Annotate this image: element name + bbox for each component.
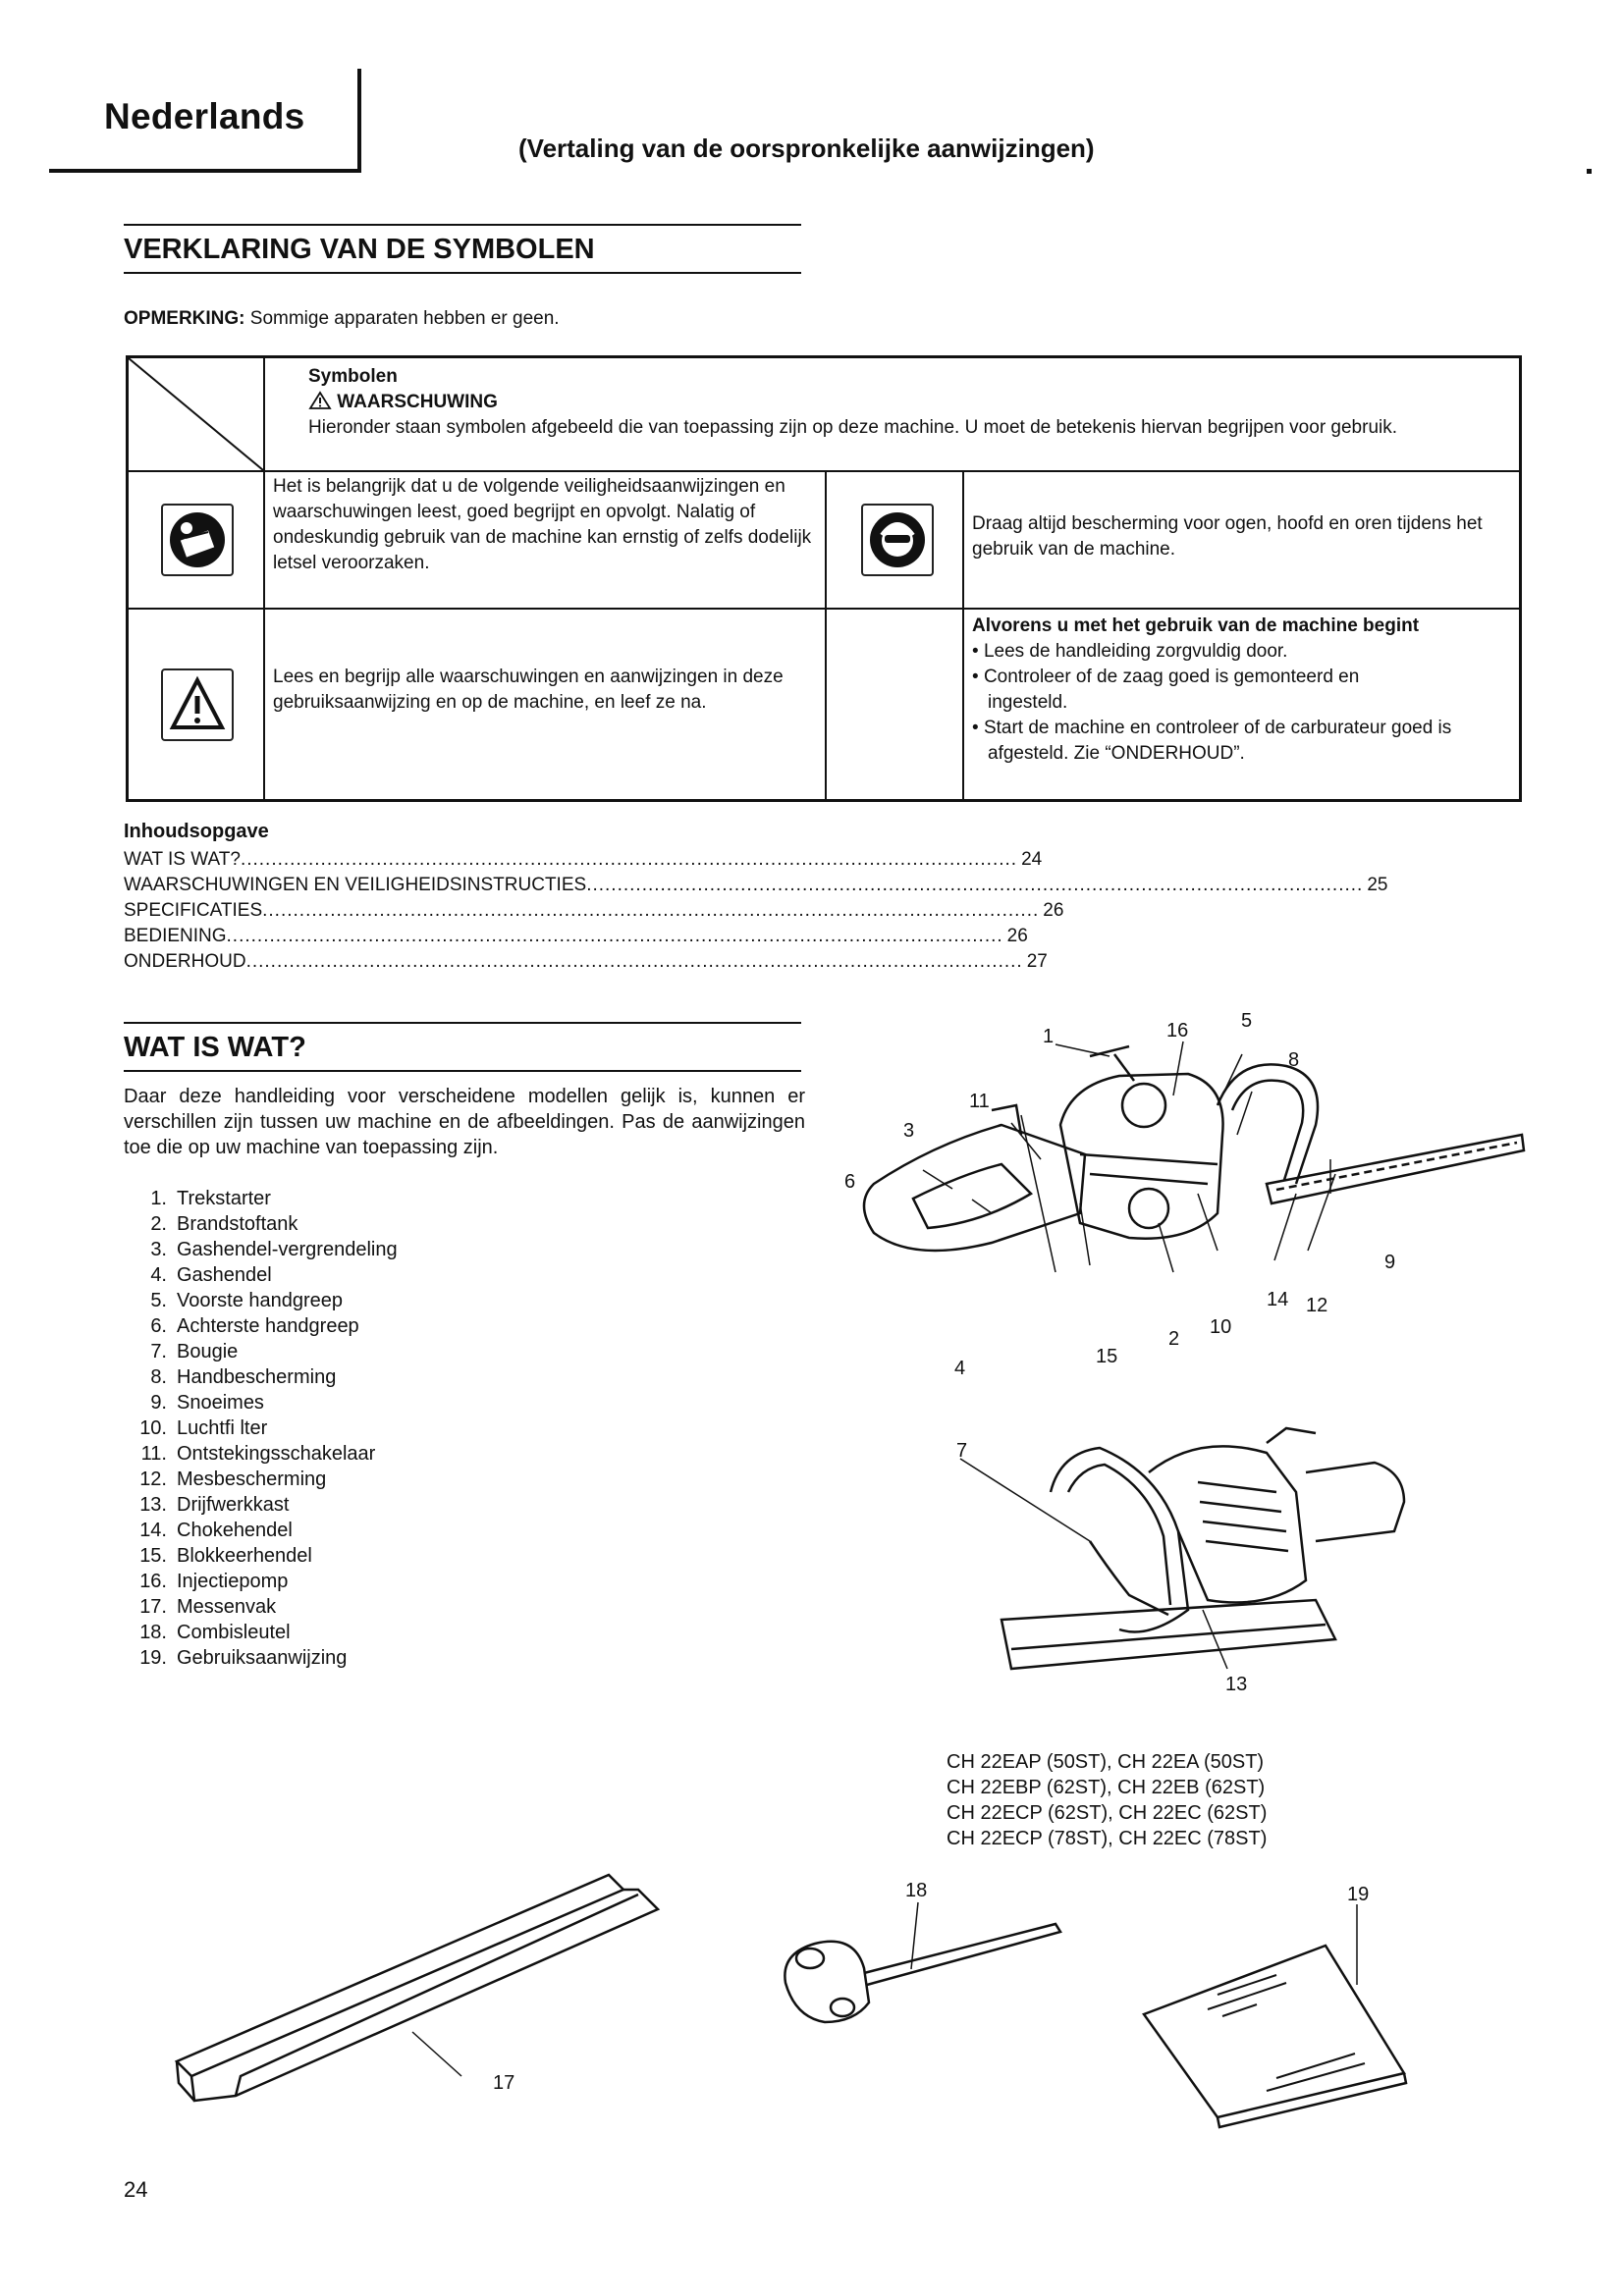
model-line: CH 22ECP (78ST), CH 22EC (78ST) bbox=[947, 1828, 1268, 1849]
callout-label: 10 bbox=[1210, 1316, 1232, 1338]
callout-label: 15 bbox=[1096, 1346, 1118, 1367]
table-header-cell bbox=[263, 358, 1522, 470]
note bbox=[124, 308, 560, 330]
list-item: 4. Gashendel bbox=[150, 1264, 272, 1286]
callout-label: 19 bbox=[1347, 1884, 1370, 1905]
callout-label: 18 bbox=[905, 1880, 928, 1901]
callout-label: 2 bbox=[1168, 1328, 1180, 1350]
toc-entry[interactable]: WAARSCHUWINGEN EN VEILIGHEIDSINSTRUCTIES .............................................................................................................................. 25 bbox=[124, 875, 1388, 895]
warning-label: WAARSCHUWING bbox=[337, 392, 498, 412]
callout-label: 6 bbox=[844, 1171, 856, 1193]
toc-entry[interactable]: ONDERHOUD .............................................................................................................................. 27 bbox=[124, 951, 1048, 972]
engine-closeup-illustration bbox=[943, 1414, 1434, 1728]
list-item: 9. Snoeimes bbox=[150, 1392, 264, 1414]
row1-right-text-cell bbox=[962, 470, 1522, 608]
list-item: 2. Brandstoftank bbox=[150, 1213, 298, 1235]
blade-cover-illustration bbox=[167, 1865, 717, 2120]
model-line: CH 22ECP (62ST), CH 22EC (62ST) bbox=[947, 1802, 1268, 1824]
list-item: 12. Mesbescherming bbox=[139, 1468, 327, 1490]
empty-icon-cell bbox=[825, 608, 962, 802]
row2-right-title: Alvorens u met het gebruik van de machine begint bbox=[972, 615, 1420, 636]
bullet-item: • Lees de handleiding zorgvuldig door. bbox=[972, 641, 1288, 662]
protective-gear-icon bbox=[861, 504, 934, 576]
hedge-trimmer-illustration bbox=[835, 997, 1542, 1400]
diagonal-cell bbox=[129, 358, 263, 470]
callout-label: 12 bbox=[1306, 1295, 1328, 1316]
section-heading-symbols: VERKLARING VAN DE SYMBOLEN bbox=[124, 224, 801, 274]
toc-entry[interactable]: WAT IS WAT? .............................................................................................................................. 24 bbox=[124, 849, 1043, 870]
table-header-title: Symbolen bbox=[308, 366, 398, 387]
section-heading-whatiswhat: WAT IS WAT? bbox=[124, 1022, 801, 1072]
callout-label: 1 bbox=[1043, 1026, 1055, 1047]
callout-label: 17 bbox=[493, 2072, 515, 2094]
list-item: 15. Blokkeerhendel bbox=[139, 1545, 312, 1567]
toc-title: Inhoudsopgave bbox=[124, 821, 269, 842]
model-line: CH 22EAP (50ST), CH 22EA (50ST) bbox=[947, 1751, 1265, 1773]
callout-label: 5 bbox=[1241, 1010, 1253, 1032]
list-item: 6. Achterste handgreep bbox=[150, 1315, 359, 1337]
bullet-item: • Controleer of de zaag goed is gemonteerd en ingesteld. bbox=[972, 667, 1360, 713]
list-item: 8. Handbescherming bbox=[150, 1366, 337, 1388]
toc-entry[interactable]: BEDIENING .............................................................................................................................. 26 bbox=[124, 926, 1028, 946]
list-item: 19. Gebruiksaanwijzing bbox=[139, 1647, 348, 1669]
list-item: 7. Bougie bbox=[150, 1341, 239, 1362]
warning-triangle-icon bbox=[161, 668, 234, 741]
list-item: 18. Combisleutel bbox=[139, 1622, 291, 1643]
page-number: 24 bbox=[124, 2177, 148, 2202]
list-item: 3. Gashendel-vergrendeling bbox=[150, 1239, 398, 1260]
toc-entry[interactable]: SPECIFICATIES .............................................................................................................................. 26 bbox=[124, 900, 1064, 921]
bullet-item: • Start de machine en controleer of de carburateur goed is afgesteld. Zie “ONDERHOUD”. bbox=[972, 718, 1452, 764]
callout-label: 8 bbox=[1288, 1049, 1300, 1071]
bullet-list bbox=[972, 639, 1512, 767]
list-item: 16. Injectiepomp bbox=[139, 1571, 289, 1592]
combination-wrench-illustration bbox=[766, 1875, 1080, 2052]
list-item: 14. Chokehendel bbox=[139, 1520, 293, 1541]
callout-label: 3 bbox=[903, 1120, 915, 1142]
callout-label: 16 bbox=[1166, 1020, 1189, 1041]
row2-left-text-cell bbox=[263, 608, 825, 802]
callout-label: 9 bbox=[1384, 1252, 1396, 1273]
callout-label: 11 bbox=[969, 1091, 990, 1112]
icon-cell-warning bbox=[129, 608, 263, 802]
model-line: CH 22EBP (62ST), CH 22EB (62ST) bbox=[947, 1777, 1266, 1798]
note-label: OPMERKING: bbox=[124, 308, 245, 329]
callout-label: 4 bbox=[954, 1358, 966, 1379]
row2-left-text: Lees en begrijp alle waarschuwingen en aanwijzingen in deze gebruiksaanwijzing en op de machine, en leef ze na. bbox=[273, 667, 784, 713]
icon-cell-read-manual bbox=[129, 470, 263, 608]
callout-label: 7 bbox=[956, 1440, 968, 1462]
warning-small-icon bbox=[308, 391, 332, 410]
parts-list bbox=[124, 1186, 398, 1671]
model-list bbox=[947, 1749, 1267, 1851]
list-item: 11. Ontstekingsschakelaar bbox=[140, 1443, 376, 1465]
row2-right-text-cell bbox=[962, 608, 1522, 802]
read-manual-icon bbox=[161, 504, 234, 576]
list-item: 1. Trekstarter bbox=[150, 1188, 271, 1209]
diagonal-line bbox=[129, 358, 263, 470]
language-title: Nederlands bbox=[104, 96, 305, 136]
row1-left-text-cell bbox=[263, 470, 825, 608]
note-text: Sommige apparaten hebben er geen. bbox=[244, 308, 560, 329]
list-item: 17. Messenvak bbox=[139, 1596, 277, 1618]
language-tab bbox=[49, 61, 361, 171]
intro-paragraph: Daar deze handleiding voor verscheidene modellen gelijk is, kunnen er verschillen zijn tussen uw machine en de afbeeldingen. Pas de aanwijzingen toe die op uw machine van toepassing zijn. bbox=[124, 1086, 805, 1158]
instruction-manual-illustration bbox=[1129, 1877, 1424, 2132]
row1-left-text: Het is belangrijk dat u de volgende veiligheidsaanwijzingen en waarschuwingen leest, goed begrijpt en opvolgt. Nalatig of ondeskundig gebruik van de machine kan ernstig of zelfs dodelijk letsel veroorzaken. bbox=[273, 476, 812, 573]
table-of-contents bbox=[124, 821, 1388, 975]
translation-subtitle: (Vertaling van de oorspronkelijke aanwijzingen) bbox=[518, 133, 1095, 163]
margin-dot bbox=[1587, 169, 1592, 174]
table-header-text: Hieronder staan symbolen afgebeeld die van toepassing zijn op deze machine. U moet de betekenis hiervan begrijpen voor gebruik. bbox=[308, 417, 1398, 438]
callout-label: 14 bbox=[1267, 1289, 1289, 1310]
list-item: 5. Voorste handgreep bbox=[150, 1290, 344, 1311]
callout-label: 13 bbox=[1225, 1674, 1248, 1695]
list-item: 10. Luchtfi lter bbox=[139, 1417, 268, 1439]
icon-cell-protective-gear bbox=[825, 470, 962, 608]
symbol-table bbox=[126, 355, 1522, 802]
row1-right-text: Draag altijd bescherming voor ogen, hoofd en oren tijdens het gebruik van de machine. bbox=[972, 513, 1483, 560]
list-item: 13. Drijfwerkkast bbox=[139, 1494, 290, 1516]
